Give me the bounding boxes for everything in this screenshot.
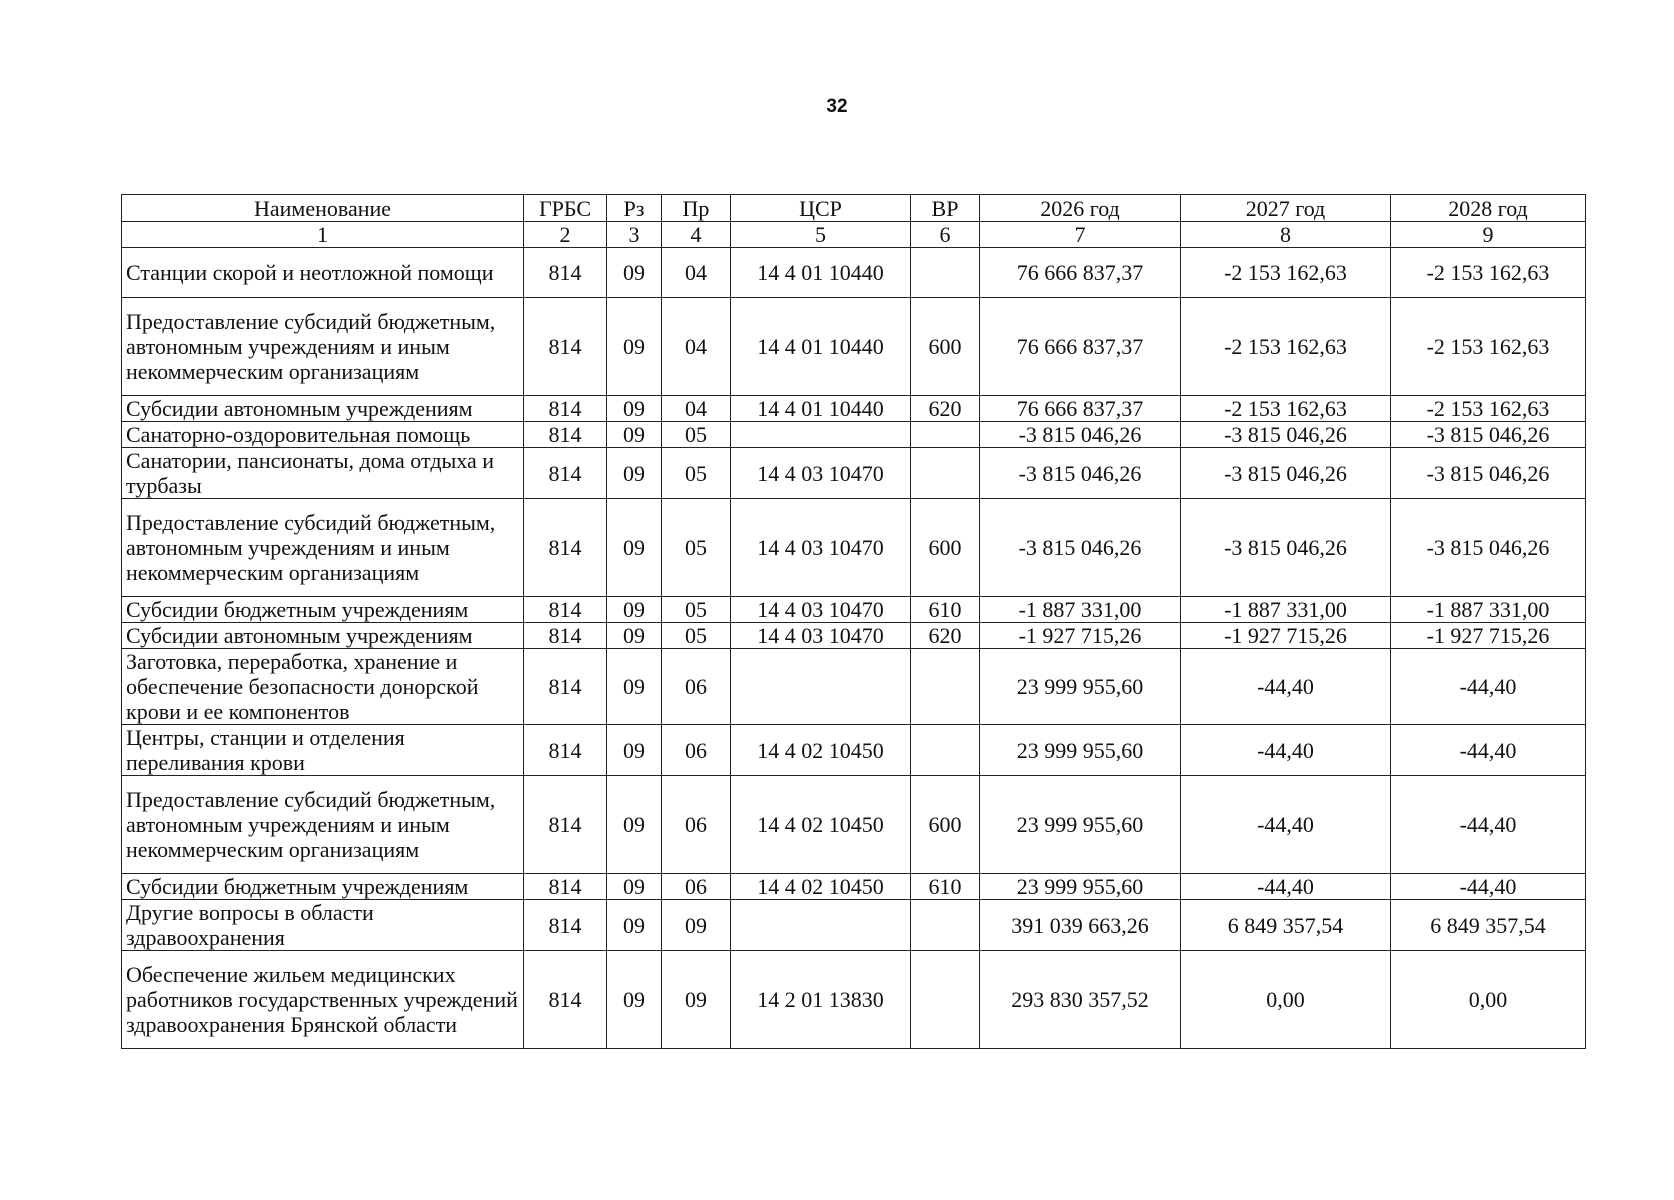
cell-vr: 620 [911,396,980,422]
cell-2027: -44,40 [1181,725,1391,776]
row-name: Санаторно-оздоровительная помощь [122,422,524,448]
cell-rz: 09 [607,597,662,623]
cell-rz: 09 [607,725,662,776]
cell-2028: -2 153 162,63 [1391,298,1586,396]
cell-2026: -3 815 046,26 [980,422,1181,448]
row-name: Субсидии автономным учреждениям [122,623,524,649]
cell-2028: 6 849 357,54 [1391,900,1586,951]
cell-pr: 04 [662,298,731,396]
cell-2026: 391 039 663,26 [980,900,1181,951]
table-row [122,649,1586,725]
column-number: 4 [662,222,731,248]
row-name: Субсидии бюджетным учреждениям [122,874,524,900]
cell-vr [911,448,980,499]
cell-csr [731,649,911,725]
cell-rz: 09 [607,900,662,951]
cell-2026: 23 999 955,60 [980,776,1181,874]
cell-2028: -44,40 [1391,725,1586,776]
cell-2026: -1 887 331,00 [980,597,1181,623]
cell-csr: 14 4 02 10450 [731,776,911,874]
column-number: 9 [1391,222,1586,248]
cell-pr: 05 [662,499,731,597]
table-row [122,396,1586,422]
cell-vr [911,951,980,1049]
cell-rz: 09 [607,298,662,396]
table-row [122,776,1586,874]
cell-2028: 0,00 [1391,951,1586,1049]
table-row [122,422,1586,448]
cell-vr [911,422,980,448]
cell-2026: -3 815 046,26 [980,448,1181,499]
header-2028: 2028 год [1391,195,1586,222]
header-2027: 2027 год [1181,195,1391,222]
cell-pr: 09 [662,900,731,951]
row-name: Центры, станции и отделения переливания крови [122,725,524,776]
cell-2026: 23 999 955,60 [980,874,1181,900]
cell-2028: -44,40 [1391,776,1586,874]
cell-grbs: 814 [524,298,607,396]
cell-pr: 04 [662,396,731,422]
cell-vr: 620 [911,623,980,649]
cell-2027: 0,00 [1181,951,1391,1049]
cell-pr: 05 [662,422,731,448]
cell-2026: 23 999 955,60 [980,649,1181,725]
cell-2028: -2 153 162,63 [1391,396,1586,422]
table-row [122,448,1586,499]
cell-2027: -1 927 715,26 [1181,623,1391,649]
column-number: 3 [607,222,662,248]
column-number-row [122,222,1586,248]
cell-rz: 09 [607,248,662,298]
cell-csr: 14 4 01 10440 [731,396,911,422]
row-name: Заготовка, переработка, хранение и обеспечение безопасности донорской крови и ее компонентов [122,649,524,725]
table-row [122,725,1586,776]
cell-rz: 09 [607,499,662,597]
row-name: Предоставление субсидий бюджетным, автономным учреждениям и иным некоммерческим организациям [122,298,524,396]
cell-2027: -2 153 162,63 [1181,396,1391,422]
row-name: Субсидии автономным учреждениям [122,396,524,422]
cell-grbs: 814 [524,900,607,951]
row-name: Станции скорой и неотложной помощи [122,248,524,298]
cell-grbs: 814 [524,248,607,298]
header-grbs: ГРБС [524,195,607,222]
column-number: 7 [980,222,1181,248]
cell-2026: -3 815 046,26 [980,499,1181,597]
table-row [122,623,1586,649]
cell-grbs: 814 [524,396,607,422]
cell-vr [911,900,980,951]
cell-pr: 06 [662,776,731,874]
cell-vr [911,248,980,298]
cell-grbs: 814 [524,422,607,448]
column-number: 2 [524,222,607,248]
cell-pr: 05 [662,597,731,623]
header-rz: Рз [607,195,662,222]
column-number: 1 [122,222,524,248]
cell-2027: -2 153 162,63 [1181,298,1391,396]
cell-rz: 09 [607,448,662,499]
cell-csr: 14 4 02 10450 [731,725,911,776]
cell-grbs: 814 [524,725,607,776]
table-body [122,248,1586,1049]
row-name: Обеспечение жильем медицинских работников государственных учреждений здравоохранения Брянской области [122,951,524,1049]
cell-2027: -3 815 046,26 [1181,422,1391,448]
cell-vr: 600 [911,499,980,597]
cell-2026: 76 666 837,37 [980,396,1181,422]
cell-vr: 610 [911,874,980,900]
cell-rz: 09 [607,649,662,725]
cell-grbs: 814 [524,874,607,900]
cell-2027: -3 815 046,26 [1181,499,1391,597]
row-name: Субсидии бюджетным учреждениям [122,597,524,623]
cell-2028: -44,40 [1391,874,1586,900]
cell-2028: -2 153 162,63 [1391,248,1586,298]
table-row [122,248,1586,298]
table-row [122,951,1586,1049]
cell-rz: 09 [607,396,662,422]
table-row [122,499,1586,597]
cell-2028: -1 927 715,26 [1391,623,1586,649]
cell-grbs: 814 [524,597,607,623]
cell-vr: 600 [911,776,980,874]
cell-vr: 600 [911,298,980,396]
cell-2028: -44,40 [1391,649,1586,725]
cell-csr: 14 4 03 10470 [731,499,911,597]
column-number: 5 [731,222,911,248]
row-name: Другие вопросы в области здравоохранения [122,900,524,951]
cell-pr: 05 [662,448,731,499]
cell-pr: 06 [662,725,731,776]
cell-csr [731,422,911,448]
cell-2026: 76 666 837,37 [980,248,1181,298]
budget-table [121,194,1586,1049]
cell-rz: 09 [607,951,662,1049]
cell-csr: 14 4 02 10450 [731,874,911,900]
column-number: 6 [911,222,980,248]
header-2026: 2026 год [980,195,1181,222]
header-csr: ЦСР [731,195,911,222]
cell-grbs: 814 [524,499,607,597]
cell-grbs: 814 [524,623,607,649]
cell-grbs: 814 [524,448,607,499]
cell-vr [911,649,980,725]
row-name: Предоставление субсидий бюджетным, автономным учреждениям и иным некоммерческим организациям [122,499,524,597]
row-name: Санатории, пансионаты, дома отдыха и турбазы [122,448,524,499]
cell-csr: 14 2 01 13830 [731,951,911,1049]
cell-rz: 09 [607,623,662,649]
cell-2027: -44,40 [1181,874,1391,900]
cell-2027: 6 849 357,54 [1181,900,1391,951]
cell-2027: -44,40 [1181,649,1391,725]
cell-vr [911,725,980,776]
cell-2026: 293 830 357,52 [980,951,1181,1049]
cell-rz: 09 [607,874,662,900]
column-number: 8 [1181,222,1391,248]
page-number: 32 [826,96,848,117]
cell-2026: 23 999 955,60 [980,725,1181,776]
cell-csr: 14 4 01 10440 [731,298,911,396]
cell-2028: -3 815 046,26 [1391,448,1586,499]
cell-2027: -3 815 046,26 [1181,448,1391,499]
cell-grbs: 814 [524,951,607,1049]
cell-2026: -1 927 715,26 [980,623,1181,649]
cell-pr: 06 [662,874,731,900]
header-name: Наименование [122,195,524,222]
cell-csr: 14 4 03 10470 [731,448,911,499]
cell-csr: 14 4 03 10470 [731,597,911,623]
table-row [122,900,1586,951]
cell-csr [731,900,911,951]
cell-vr: 610 [911,597,980,623]
cell-csr: 14 4 01 10440 [731,248,911,298]
table-header-row [122,195,1586,222]
cell-pr: 06 [662,649,731,725]
cell-2028: -3 815 046,26 [1391,422,1586,448]
cell-2028: -3 815 046,26 [1391,499,1586,597]
header-pr: Пр [662,195,731,222]
cell-rz: 09 [607,776,662,874]
cell-2027: -44,40 [1181,776,1391,874]
cell-rz: 09 [607,422,662,448]
cell-pr: 05 [662,623,731,649]
row-name: Предоставление субсидий бюджетным, автономным учреждениям и иным некоммерческим организациям [122,776,524,874]
header-vr: ВР [911,195,980,222]
cell-grbs: 814 [524,649,607,725]
table-row [122,597,1586,623]
cell-2026: 76 666 837,37 [980,298,1181,396]
cell-2027: -2 153 162,63 [1181,248,1391,298]
table-row [122,874,1586,900]
cell-pr: 04 [662,248,731,298]
cell-grbs: 814 [524,776,607,874]
cell-pr: 09 [662,951,731,1049]
cell-csr: 14 4 03 10470 [731,623,911,649]
table-row [122,298,1586,396]
cell-2028: -1 887 331,00 [1391,597,1586,623]
cell-2027: -1 887 331,00 [1181,597,1391,623]
